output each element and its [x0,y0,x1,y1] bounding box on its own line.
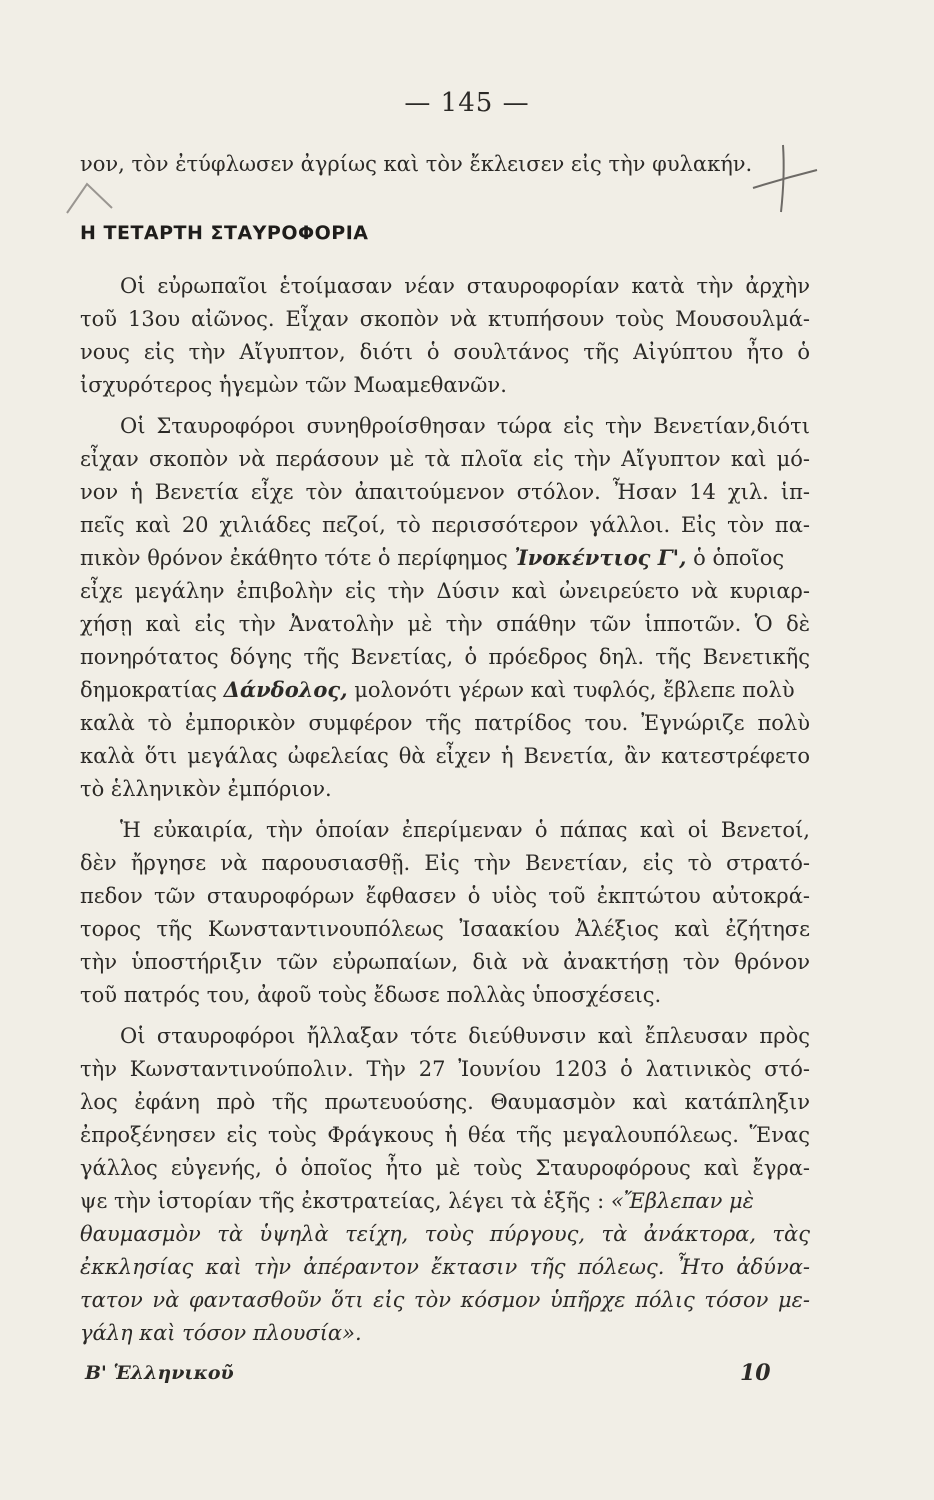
text-span: μολονότι γέρων καὶ τυφλός, ἔβλεπε πολὺ [354,678,795,702]
text-line: γάλλος εὐγενής, ὁ ὁποῖος ἦτο μὲ τοὺς Σταυροφόρους καὶ ἔγρα- [80,1156,810,1180]
text-line [80,1185,810,1217]
name-dandolo: Δάνδολος, [223,677,348,702]
text-line: εἶχαν σκοπὸν νὰ περάσουν μὲ τὰ πλοῖα εἰς τὴν Αἴγυπτον καὶ μό- [80,447,810,471]
text-line: τοῦ 13ου αἰῶνος. Εἶχαν σκοπὸν νὰ κτυπήσουν τοὺς Μουσουλμά- [80,307,810,331]
text-line: καλὰ τὸ ἐμπορικὸν συμφέρον τῆς πατρίδος του. Ἐγνώριζε πολὺ [80,711,810,735]
quote-start: «Ἔβλεπαν μὲ [610,1189,754,1213]
text-line [80,542,810,574]
text-line: πεδον τῶν σταυροφόρων ἔφθασεν ὁ υἱὸς τοῦ ἐκπτώτου αὐτοκρά- [80,884,810,908]
name-innocent-iii: Ἰνοκέντιος Γ', [514,545,687,570]
text-line: ἐπροξένησεν εἰς τοὺς Φράγκους ἡ θέα τῆς μεγαλουπόλεως. Ἕνας [80,1123,810,1147]
section-heading: Η ΤΕΤΑΡΤΗ ΣΤΑΥΡΟΦΟΡΙΑ [80,222,369,244]
text-span: ὁ ὁποῖος [693,546,785,570]
text-line: χήσῃ καὶ εἰς τὴν Ἀνατολὴν μὲ τὴν σπάθην τῶν ἱπποτῶν. Ὁ δὲ [80,612,810,636]
quote-line: θαυμασμὸν τὰ ὑψηλὰ τείχη, τοὺς πύργους, τὰ ἀνάκτορα, τὰς [80,1222,810,1246]
text-span: ψε τὴν ἱστορίαν τῆς ἐκστρατείας, λέγει τὰ ἑξῆς : [80,1189,605,1213]
text-line [80,674,810,706]
text-line: νον, τὸν ἐτύφλωσεν ἀγρίως καὶ τὸν ἔκλεισεν εἰς τὴν φυλακήν. [80,152,753,176]
text-line: πονηρότατος δόγης τῆς Βενετίας, ὁ πρόεδρος δηλ. τῆς Βενετικῆς [80,645,810,669]
quote-line: ἐκκλησίας καὶ τὴν ἀπέραντον ἔκτασιν τῆς πόλεως. Ἦτο ἀδύνα- [80,1255,810,1279]
text-line: λος ἐφάνη πρὸ τῆς πρωτευούσης. Θαυμασμὸν καὶ κατάπληξιν [80,1090,810,1114]
quote-line: γάλη καὶ τόσον πλουσία». [80,1321,362,1345]
text-line: Οἱ εὐρωπαῖοι ἑτοίμασαν νέαν σταυροφορίαν κατὰ τὴν ἀρχὴν [120,274,810,298]
text-span: πικὸν θρόνον ἐκάθητο τότε ὁ περίφημος [80,546,508,570]
text-line: πεῖς καὶ 20 χιλιάδες πεζοί, τὸ περισσότερον γάλλοι. Εἰς τὸν πα- [80,513,810,537]
text-span: δημοκρατίας [80,678,217,702]
page-number: — 145 — [404,88,530,118]
text-line: Οἱ σταυροφόροι ἤλλαξαν τότε διεύθυνσιν καὶ ἔπλευσαν πρὸς [120,1024,810,1048]
text-line: τὴν Κωνσταντινούπολιν. Τὴν 27 Ἰουνίου 1203 ὁ λατινικὸς στό- [80,1057,810,1081]
text-line: καλὰ ὅτι μεγάλας ὠφελείας θὰ εἶχεν ἡ Βενετία, ἂν κατεστρέφετο [80,744,810,768]
text-line: Οἱ Σταυροφόροι συνηθροίσθησαν τώρα εἰς τὴν Βενετίαν,διότι [120,414,810,438]
text-line: εἶχε μεγάλην ἐπιβολὴν εἰς τὴν Δύσιν καὶ ὠνειρεύετο νὰ κυριαρ- [80,579,810,603]
sheet-number: 10 [740,1360,771,1386]
text-line: τὴν ὑποστήριξιν τῶν εὐρωπαίων, διὰ νὰ ἀνακτήσῃ τὸν θρόνον [80,950,810,974]
pencil-caret-mark [62,178,122,218]
text-line: τὸ ἑλληνικὸν ἐμπόριον. [80,777,332,801]
text-line: νον ἡ Βενετία εἶχε τὸν ἀπαιτούμενον στόλον. Ἦσαν 14 χιλ. ἱπ- [80,480,810,504]
quote-line: τατον νὰ φαντασθοῦν ὅτι εἰς τὸν κόσμον ὑπῆρχε πόλις τόσον με- [80,1288,810,1312]
text-line: ἰσχυρότερος ἡγεμὼν τῶν Μωαμεθανῶν. [80,373,507,397]
text-line: τορος τῆς Κωνσταντινουπόλεως Ἰσαακίου Ἀλέξιος καὶ ἐζήτησε [80,917,810,941]
signature-mark: Β' Ἑλληνικοῦ [85,1362,234,1384]
text-line: Ἡ εὐκαιρία, τὴν ὁποίαν ἐπερίμεναν ὁ πάπας καὶ οἱ Βενετοί, [120,818,810,842]
text-line: νους εἰς τὴν Αἴγυπτον, διότι ὁ σουλτάνος τῆς Αἰγύπτου ἦτο ὁ [80,340,810,364]
text-line: τοῦ πατρός του, ἀφοῦ τοὺς ἔδωσε πολλὰς ὑποσχέσεις. [80,983,662,1007]
text-line: δὲν ἤργησε νὰ παρουσιασθῇ. Εἰς τὴν Βενετίαν, εἰς τὸ στρατό- [80,851,810,875]
